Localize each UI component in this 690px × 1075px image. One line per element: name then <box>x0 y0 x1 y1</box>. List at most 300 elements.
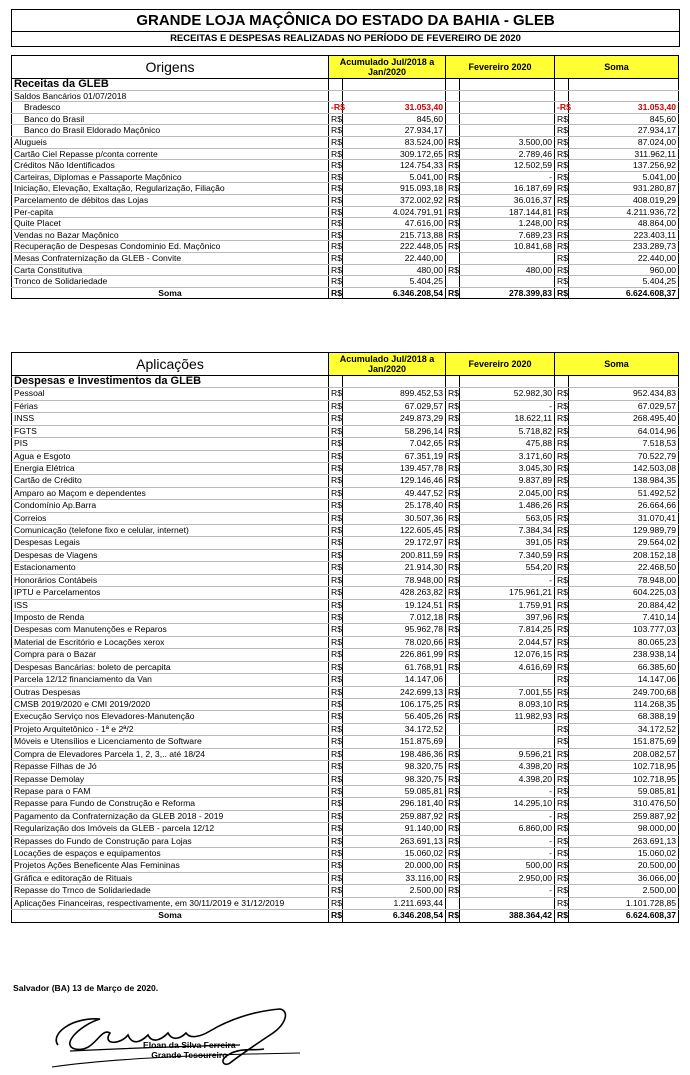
acumulado-value: 30.507,36 <box>343 512 446 524</box>
table-row <box>12 229 679 241</box>
currency-cell: R$ <box>329 125 343 137</box>
fevereiro-value: 4.616,69 <box>460 661 555 673</box>
currency-cell: R$ <box>329 276 343 288</box>
currency-cell: -R$ <box>329 102 343 114</box>
currency-cell: R$ <box>446 574 460 586</box>
currency-cell: R$ <box>555 125 569 137</box>
row-label: Amparo ao Maçom e dependentes <box>12 487 329 499</box>
row-label: Estacionamento <box>12 562 329 574</box>
currency-cell: R$ <box>446 885 460 897</box>
fevereiro-value: 2.950,00 <box>460 872 555 884</box>
acumulado-value: 56.405,26 <box>343 711 446 723</box>
table-row <box>12 636 679 648</box>
currency-cell: R$ <box>329 537 343 549</box>
fevereiro-value: 6.860,00 <box>460 823 555 835</box>
row-label: Repasses do Fundo de Construção para Lojas <box>12 835 329 847</box>
currency-cell: R$ <box>329 761 343 773</box>
soma-value: 259.887,92 <box>569 810 679 822</box>
currency-cell: R$ <box>329 624 343 636</box>
currency-cell: R$ <box>555 252 569 264</box>
row-label: Energia Elétrica <box>12 462 329 474</box>
currency-cell: R$ <box>446 649 460 661</box>
column-header-row <box>12 56 679 79</box>
empty-cell <box>555 90 569 102</box>
currency-cell: R$ <box>555 761 569 773</box>
currency-cell: R$ <box>555 599 569 611</box>
table-row <box>12 183 679 195</box>
place-date: Salvador (BA) 13 de Março de 2020. <box>13 983 159 993</box>
currency-cell: R$ <box>555 264 569 276</box>
currency-cell: R$ <box>329 810 343 822</box>
fevereiro-value <box>460 723 555 735</box>
currency-cell: R$ <box>555 537 569 549</box>
col-acumulado-header: Acumulado Jul/2018 a Jan/2020 <box>329 353 446 376</box>
fevereiro-value: 391,05 <box>460 537 555 549</box>
currency-cell: R$ <box>555 698 569 710</box>
acumulado-value: 845,60 <box>343 113 446 125</box>
table-row <box>12 810 679 822</box>
currency-cell: R$ <box>555 241 569 253</box>
acumulado-value: 222.448,05 <box>343 241 446 253</box>
subsection-heading-row <box>12 90 679 102</box>
row-label: Mesas Confraternização da GLEB - Convite <box>12 252 329 264</box>
table-row <box>12 674 679 686</box>
currency-cell: R$ <box>555 562 569 574</box>
table-row <box>12 624 679 636</box>
fevereiro-value: 18.622,11 <box>460 413 555 425</box>
table-row <box>12 400 679 412</box>
currency-cell: R$ <box>555 487 569 499</box>
fevereiro-value: 8.093,10 <box>460 698 555 710</box>
fevereiro-value: 554,20 <box>460 562 555 574</box>
row-label: Aplicações Financeiras, respectivamente, em 30/11/2019 e 31/12/2019 <box>12 897 329 909</box>
row-label: Alugueis <box>12 136 329 148</box>
acumulado-value: 200.811,59 <box>343 549 446 561</box>
row-label: Material de Escritório e Locações xerox <box>12 636 329 648</box>
acumulado-value: 428.263,82 <box>343 587 446 599</box>
fevereiro-value: 1.759,91 <box>460 599 555 611</box>
soma-value: 14.147,06 <box>569 674 679 686</box>
soma-value: 114.268,35 <box>569 698 679 710</box>
document-title: GRANDE LOJA MAÇÔNICA DO ESTADO DA BAHIA - GLEB <box>12 10 679 32</box>
acumulado-value: 31.053,40 <box>343 102 446 114</box>
table-row <box>12 148 679 160</box>
soma-value: 34.172,52 <box>569 723 679 735</box>
row-label: Condomínio Ap.Barra <box>12 500 329 512</box>
currency-cell: R$ <box>446 773 460 785</box>
fevereiro-value: 4.398,20 <box>460 773 555 785</box>
currency-cell: R$ <box>329 462 343 474</box>
row-label: Créditos Não Identificados <box>12 160 329 172</box>
table-row <box>12 475 679 487</box>
fevereiro-value: - <box>460 574 555 586</box>
table-row <box>12 587 679 599</box>
currency-cell: R$ <box>555 587 569 599</box>
currency-cell: R$ <box>329 860 343 872</box>
currency-cell: R$ <box>555 910 569 922</box>
currency-cell: R$ <box>329 686 343 698</box>
soma-value: 952.434,83 <box>569 388 679 400</box>
soma-value: 7.410,14 <box>569 612 679 624</box>
acumulado-value: 27.934,17 <box>343 125 446 137</box>
currency-cell: R$ <box>446 264 460 276</box>
currency-cell <box>446 276 460 288</box>
row-label: Iniciação, Elevação, Exaltação, Regularização, Filiação <box>12 183 329 195</box>
currency-cell: R$ <box>555 218 569 230</box>
row-label: Regularização dos Imóveis da GLEB - parcela 12/12 <box>12 823 329 835</box>
currency-cell: R$ <box>446 287 460 299</box>
currency-cell: R$ <box>329 487 343 499</box>
fevereiro-value: 1.486,26 <box>460 500 555 512</box>
document-subtitle: RECEITAS E DESPESAS REALIZADAS NO PERÍODO DE FEVEREIRO DE 2020 <box>170 33 521 44</box>
row-label: Banco do Brasil <box>12 113 329 125</box>
acumulado-value: 4.024.791,91 <box>343 206 446 218</box>
soma-value: 7.518,53 <box>569 438 679 450</box>
currency-cell: R$ <box>329 885 343 897</box>
currency-cell: R$ <box>446 549 460 561</box>
currency-cell: R$ <box>446 612 460 624</box>
soma-value: 233.289,73 <box>569 241 679 253</box>
table-row <box>12 512 679 524</box>
soma-value: 151.875,69 <box>569 736 679 748</box>
soma-value: 249.700,68 <box>569 686 679 698</box>
soma-value: 5.041,00 <box>569 171 679 183</box>
fevereiro-value: 2.789,46 <box>460 148 555 160</box>
row-label: Parcela 12/12 financiamento da Van <box>12 674 329 686</box>
acumulado-value: 242.699,13 <box>343 686 446 698</box>
fevereiro-value: 12.502,59 <box>460 160 555 172</box>
acumulado-value: 21.914,30 <box>343 562 446 574</box>
currency-cell: R$ <box>555 723 569 735</box>
table-row <box>12 649 679 661</box>
currency-cell: R$ <box>555 872 569 884</box>
fevereiro-value: - <box>460 848 555 860</box>
currency-cell <box>446 723 460 735</box>
currency-cell: R$ <box>446 500 460 512</box>
currency-cell: R$ <box>555 612 569 624</box>
signature-image <box>40 1005 310 1071</box>
signature-block <box>143 1040 236 1060</box>
row-label: Despesas de Viagens <box>12 549 329 561</box>
col-fevereiro-header: Fevereiro 2020 <box>446 353 555 376</box>
acumulado-value: 915.093,18 <box>343 183 446 195</box>
empty-cell <box>460 79 555 91</box>
acumulado-value: 14.147,06 <box>343 674 446 686</box>
soma-value: 129.989,79 <box>569 525 679 537</box>
currency-cell: R$ <box>329 512 343 524</box>
soma-value: 208.082,57 <box>569 748 679 760</box>
acumulado-value: 47.616,00 <box>343 218 446 230</box>
fevereiro-value <box>460 674 555 686</box>
soma-value: 138.984,35 <box>569 475 679 487</box>
fevereiro-value: 7.814,25 <box>460 624 555 636</box>
soma-value: 208.152,18 <box>569 549 679 561</box>
acumulado-value: 215.713,88 <box>343 229 446 241</box>
aplicacoes-table <box>11 352 679 923</box>
currency-cell: R$ <box>446 823 460 835</box>
fevereiro-value: 397,96 <box>460 612 555 624</box>
currency-cell: R$ <box>446 562 460 574</box>
acumulado-value: 2.500,00 <box>343 885 446 897</box>
row-label: Projeto Arquitetônico - 1ª e 2ª/2 <box>12 723 329 735</box>
fevereiro-value: 388.364,42 <box>460 910 555 922</box>
soma-value: 64.014,96 <box>569 425 679 437</box>
acumulado-value: 480,00 <box>343 264 446 276</box>
row-label: ISS <box>12 599 329 611</box>
acumulado-value: 309.172,65 <box>343 148 446 160</box>
table-row <box>12 388 679 400</box>
row-label: Pessoal <box>12 388 329 400</box>
currency-cell: R$ <box>329 450 343 462</box>
fevereiro-value: 16.187,69 <box>460 183 555 195</box>
soma-value: 87.024,00 <box>569 136 679 148</box>
currency-cell: R$ <box>446 183 460 195</box>
currency-cell: R$ <box>446 148 460 160</box>
currency-cell <box>446 674 460 686</box>
currency-cell: R$ <box>555 276 569 288</box>
currency-cell: R$ <box>329 218 343 230</box>
currency-cell: R$ <box>555 475 569 487</box>
currency-cell: R$ <box>555 736 569 748</box>
currency-cell: R$ <box>329 400 343 412</box>
fevereiro-value: 480,00 <box>460 264 555 276</box>
table-row <box>12 823 679 835</box>
currency-cell: R$ <box>446 910 460 922</box>
currency-cell: R$ <box>555 160 569 172</box>
fevereiro-value: 7.689,23 <box>460 229 555 241</box>
currency-cell: R$ <box>446 848 460 860</box>
acumulado-value: 372.002,92 <box>343 194 446 206</box>
empty-cell <box>343 376 446 388</box>
currency-cell: R$ <box>329 388 343 400</box>
fevereiro-value: 175.961,21 <box>460 587 555 599</box>
currency-cell: R$ <box>329 500 343 512</box>
soma-value: 67.029,57 <box>569 400 679 412</box>
row-label: Cartão Ciel Repasse p/conta corrente <box>12 148 329 160</box>
fevereiro-value <box>460 113 555 125</box>
table-row <box>12 438 679 450</box>
currency-cell: R$ <box>555 425 569 437</box>
table-row <box>12 194 679 206</box>
currency-cell: R$ <box>446 388 460 400</box>
currency-cell: R$ <box>329 711 343 723</box>
acumulado-value: 67.351,19 <box>343 450 446 462</box>
soma-value: 31.053,40 <box>569 102 679 114</box>
row-label: Vendas no Bazar Maçônico <box>12 229 329 241</box>
row-label: Execução Serviço nos Elevadores-Manutenção <box>12 711 329 723</box>
currency-cell: R$ <box>446 218 460 230</box>
table-row <box>12 425 679 437</box>
acumulado-value: 226.861,99 <box>343 649 446 661</box>
soma-value: 263.691,13 <box>569 835 679 847</box>
fevereiro-value: 11.982,93 <box>460 711 555 723</box>
soma-value: 68.388,19 <box>569 711 679 723</box>
currency-cell: R$ <box>446 241 460 253</box>
currency-cell: R$ <box>446 537 460 549</box>
currency-cell: R$ <box>329 661 343 673</box>
currency-cell: R$ <box>329 252 343 264</box>
row-label: Pagamento da Confraternização da GLEB 2018 - 2019 <box>12 810 329 822</box>
table-row <box>12 500 679 512</box>
table-row <box>12 264 679 276</box>
row-label: Compra para o Bazar <box>12 649 329 661</box>
acumulado-value: 78.020,66 <box>343 636 446 648</box>
acumulado-value: 58.296,14 <box>343 425 446 437</box>
soma-value: 311.962,11 <box>569 148 679 160</box>
currency-cell: R$ <box>555 549 569 561</box>
soma-value: 22.468,50 <box>569 562 679 574</box>
table-row <box>12 661 679 673</box>
currency-cell: R$ <box>446 798 460 810</box>
currency-cell: R$ <box>329 798 343 810</box>
table-row <box>12 723 679 735</box>
table-row <box>12 562 679 574</box>
currency-cell: R$ <box>446 438 460 450</box>
table-row <box>12 125 679 137</box>
currency-cell: R$ <box>555 194 569 206</box>
soma-value: 78.948,00 <box>569 574 679 586</box>
acumulado-value: 29.172,97 <box>343 537 446 549</box>
table-row <box>12 872 679 884</box>
table-row <box>12 897 679 909</box>
currency-cell: R$ <box>329 194 343 206</box>
empty-cell <box>555 79 569 91</box>
table-row <box>12 785 679 797</box>
fevereiro-value: 500,00 <box>460 860 555 872</box>
table-row <box>12 835 679 847</box>
row-label: Carteiras, Diplomas e Passaporte Maçônico <box>12 171 329 183</box>
soma-value: 26.664,66 <box>569 500 679 512</box>
soma-value: 845,60 <box>569 113 679 125</box>
acumulado-value: 98.320,75 <box>343 773 446 785</box>
table-row <box>12 698 679 710</box>
currency-cell: R$ <box>555 287 569 299</box>
acumulado-value: 6.346.208,54 <box>343 910 446 922</box>
fevereiro-value: 3.500,00 <box>460 136 555 148</box>
acumulado-value: 22.440,00 <box>343 252 446 264</box>
empty-cell <box>446 376 460 388</box>
row-label: Bradesco <box>12 102 329 114</box>
currency-cell: R$ <box>555 686 569 698</box>
currency-cell: R$ <box>446 835 460 847</box>
acumulado-value: 61.768,91 <box>343 661 446 673</box>
row-label: Comunicação (telefone fixo e celular, internet) <box>12 525 329 537</box>
soma-value: 223.403,11 <box>569 229 679 241</box>
soma-value: 960,00 <box>569 264 679 276</box>
currency-cell: R$ <box>446 160 460 172</box>
row-label: Despesas Legais <box>12 537 329 549</box>
currency-cell: R$ <box>446 785 460 797</box>
currency-cell: R$ <box>329 587 343 599</box>
currency-cell: R$ <box>446 661 460 673</box>
currency-cell: R$ <box>329 160 343 172</box>
fevereiro-value: - <box>460 810 555 822</box>
empty-cell <box>329 90 343 102</box>
table-row <box>12 241 679 253</box>
currency-cell: R$ <box>329 425 343 437</box>
empty-cell <box>460 376 555 388</box>
row-label: Compra de Elevadores Parcela 1, 2, 3,.. até 18/24 <box>12 748 329 760</box>
currency-cell: R$ <box>555 183 569 195</box>
row-label: Per-capita <box>12 206 329 218</box>
currency-cell: R$ <box>329 525 343 537</box>
acumulado-value: 1.211.693,44 <box>343 897 446 909</box>
currency-cell: R$ <box>446 425 460 437</box>
table-row <box>12 686 679 698</box>
fevereiro-value <box>460 125 555 137</box>
currency-cell: R$ <box>555 512 569 524</box>
section-heading-row <box>12 376 679 388</box>
acumulado-value: 78.948,00 <box>343 574 446 586</box>
soma-value: 70.522,79 <box>569 450 679 462</box>
fevereiro-value: 7.340,59 <box>460 549 555 561</box>
currency-cell: R$ <box>329 413 343 425</box>
soma-value: 4.211.936,72 <box>569 206 679 218</box>
currency-cell: R$ <box>329 599 343 611</box>
acumulado-value: 296.181,40 <box>343 798 446 810</box>
acumulado-value: 198.486,36 <box>343 748 446 760</box>
currency-cell: R$ <box>555 136 569 148</box>
acumulado-value: 122.605,45 <box>343 525 446 537</box>
row-label: Móveis e Utensílios e Licenciamento de Software <box>12 736 329 748</box>
row-label: Cartão de Crédito <box>12 475 329 487</box>
currency-cell <box>446 113 460 125</box>
currency-cell: R$ <box>555 462 569 474</box>
row-label: Outras Despesas <box>12 686 329 698</box>
currency-cell: R$ <box>446 229 460 241</box>
currency-cell: R$ <box>555 773 569 785</box>
fevereiro-value: 3.045,30 <box>460 462 555 474</box>
row-label: CMSB 2019/2020 e CMI 2019/2020 <box>12 698 329 710</box>
row-label: Férias <box>12 400 329 412</box>
empty-cell <box>343 90 446 102</box>
currency-cell: R$ <box>446 636 460 648</box>
col-acumulado-header: Acumulado Jul/2018 a Jan/2020 <box>329 56 446 79</box>
table-row <box>12 748 679 760</box>
currency-cell: R$ <box>446 487 460 499</box>
row-label: Honorários Contábeis <box>12 574 329 586</box>
acumulado-value: 19.124,51 <box>343 599 446 611</box>
table-row <box>12 612 679 624</box>
empty-cell <box>446 79 460 91</box>
fevereiro-value: - <box>460 885 555 897</box>
row-label: Despesas Bancárias: boleto de percapita <box>12 661 329 673</box>
table-row <box>12 773 679 785</box>
soma-value: 102.718,95 <box>569 773 679 785</box>
currency-cell: R$ <box>446 624 460 636</box>
fevereiro-value: - <box>460 835 555 847</box>
table-row <box>12 252 679 264</box>
soma-value: 604.225,03 <box>569 587 679 599</box>
currency-cell: R$ <box>555 636 569 648</box>
currency-cell: R$ <box>555 835 569 847</box>
table-row <box>12 136 679 148</box>
acumulado-value: 7.012,18 <box>343 612 446 624</box>
table-row <box>12 218 679 230</box>
currency-cell: R$ <box>446 450 460 462</box>
currency-cell: R$ <box>555 810 569 822</box>
soma-value: 51.492,52 <box>569 487 679 499</box>
currency-cell: R$ <box>446 860 460 872</box>
col-soma-header: Soma <box>555 56 679 79</box>
currency-cell: R$ <box>329 649 343 661</box>
col-fevereiro-header: Fevereiro 2020 <box>446 56 555 79</box>
currency-cell: R$ <box>555 400 569 412</box>
currency-cell: R$ <box>329 241 343 253</box>
row-label: Tronco de Solidariedade <box>12 276 329 288</box>
row-label: Despesas com Manutenções e Reparos <box>12 624 329 636</box>
currency-cell: R$ <box>446 872 460 884</box>
